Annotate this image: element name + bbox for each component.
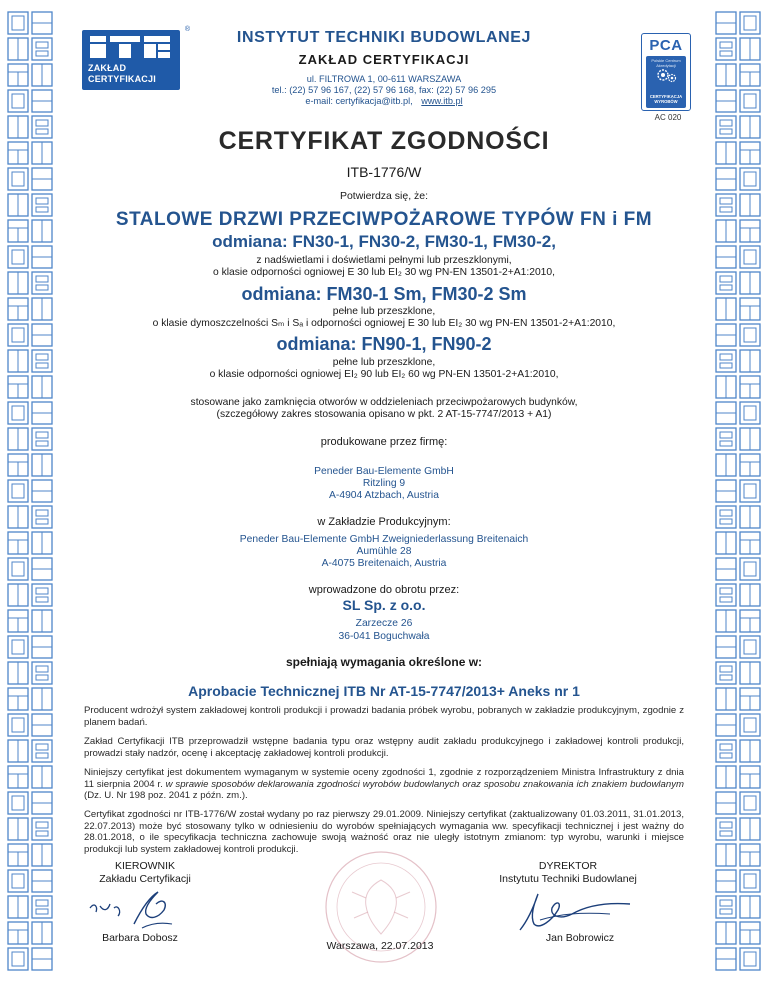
variant-3-desc-1: pełne lub przeszklone,: [332, 357, 436, 368]
border-tile: [8, 584, 52, 606]
border-tile: [716, 896, 760, 918]
decorative-border-right: [714, 10, 762, 986]
paragraph-certification-body: Zakład Certyfikacji ITB przeprowadził wstępne badania typu oraz wstępny audit zakładu produkcyjnego i zakładowej kontroli produkcji, prowadzi stały nadzór, ocenę i akceptację zakładowej kontroli produkcji.: [84, 736, 684, 759]
paragraph-regulation: [84, 767, 684, 802]
email[interactable]: e-mail: certyfikacja@itb.pl,: [305, 96, 413, 106]
border-tile: [8, 740, 52, 762]
paragraph-regulation-b: w sprawie sposobów deklarowania zgodności wyrobów budowlanych oraz sposobu znakowania ich znakiem budowlanym: [165, 778, 684, 790]
border-tile: [8, 870, 52, 892]
border-tile: [716, 844, 760, 866]
pca-subtitle: Polskie Centrum Akredytacji: [651, 58, 681, 68]
border-tile: [8, 168, 52, 190]
border-tile: [716, 246, 760, 268]
border-tile: [8, 558, 52, 580]
border-tile: [8, 194, 52, 216]
phone-fax: tel.: (22) 57 96 167, (22) 57 96 168, fax: (22) 57 96 295: [271, 85, 497, 95]
border-tile: [8, 428, 52, 450]
distributor-street: Zarzecze 26: [355, 618, 413, 629]
confirms-text: Potwierdza się, że:: [339, 190, 429, 202]
border-tile: [716, 714, 760, 736]
border-tile: [716, 272, 760, 294]
address: ul. FILTROWA 1, 00-611 WARSZAWA: [306, 74, 462, 84]
plant-name: Peneder Bau-Elemente GmbH Zweigniederlassung Breitenaich: [239, 534, 529, 545]
certificate-title: CERTYFIKAT ZGODNOŚCI: [218, 127, 550, 155]
pca-cert-label: CERTYFIKACJA WYROBÓW: [649, 94, 683, 104]
border-tile: [8, 402, 52, 424]
border-tile: [716, 220, 760, 242]
distributor-city: 36-041 Boguchwała: [338, 631, 430, 642]
border-tile: [716, 194, 760, 216]
border-tile: [8, 714, 52, 736]
variant-3-desc-2: o klasie odporności ogniowej EI₂ 90 lub EI₂ 60 wg PN-EN 13501-2+A1:2010,: [209, 369, 559, 380]
institute-name: INSTYTUT TECHNIKI BUDOWLANEJ: [236, 29, 532, 46]
border-tile: [716, 350, 760, 372]
distributor-heading: wprowadzone do obrotu przez:: [308, 584, 460, 596]
border-tile: [8, 844, 52, 866]
border-tile: [716, 662, 760, 684]
border-tile: [8, 766, 52, 788]
border-tile: [8, 90, 52, 112]
border-tile: [716, 792, 760, 814]
variant-2-desc-2: o klasie dymoszczelności Sₘ i Sₐ i odporności ogniowej E 30 lub EI₂ 30 wg PN-EN 13501-2+A1:2010,: [152, 318, 616, 329]
right-role-unit: Instytutu Techniki Budowlanej: [499, 873, 637, 885]
border-tile: [716, 38, 760, 60]
paragraph-validity: Certyfikat zgodności nr ITB-1776/W został wydany po raz pierwszy 29.01.2009. Niniejszy certyfikat (zaktualizowany 01.03.2011, 31.01.2013, 22.07.2013) może być stosowany tylko w odniesieniu do wyrobów spełniających wymagania ww. specyfikacji technicznej i jest ważny do 28.01.2018, o ile specyfikacja techniczna zachowuje swoją ważność oraz nie uległy istotnym zmianom: typ wyrobu, warunki i miejsce produkcji lub system zakładowej kontroli produkcji.: [84, 809, 684, 855]
plant-street: Aumühle 28: [356, 546, 412, 557]
certificate-number: ITB-1776/W: [346, 164, 422, 180]
border-tile: [8, 480, 52, 502]
left-role-title: KIEROWNIK: [114, 860, 176, 872]
border-tile: [716, 298, 760, 320]
border-tile: [8, 116, 52, 138]
border-tile: [716, 12, 760, 34]
logo-text-line2: CERTYFIKACJI: [88, 74, 156, 84]
plant-heading: w Zakładzie Produkcyjnym:: [317, 516, 451, 528]
border-tile: [8, 142, 52, 164]
pca-title: PCA: [649, 37, 683, 54]
border-tile: [716, 142, 760, 164]
right-signature-icon: [500, 880, 660, 940]
border-tile: [716, 922, 760, 944]
border-tile: [716, 584, 760, 606]
border-tile: [716, 688, 760, 710]
border-tile: [8, 506, 52, 528]
border-tile: [716, 610, 760, 632]
left-signature-icon: [84, 884, 194, 934]
plant-city: A-4075 Breitenaich, Austria: [321, 558, 447, 569]
border-tile: [716, 948, 760, 970]
border-tile: [8, 636, 52, 658]
variant-3-title: odmiana: FN90-1, FN90-2: [276, 334, 492, 354]
accreditation-code: AC 020: [654, 113, 682, 122]
border-tile: [716, 90, 760, 112]
border-tile: [716, 740, 760, 762]
left-role-unit: Zakładu Certyfikacji: [99, 873, 191, 885]
border-tile: [716, 168, 760, 190]
variant-1-desc-1: z nadświetlami i doświetlami pełnymi lub przeszklonymi,: [256, 255, 512, 266]
paragraph-regulation-a: Niniejszy certyfikat jest dokumentem wymaganym w systemie oceny zgodności 1, zgodnie z rozporządzeniem Ministra Infrastruktury z dnia 11 sierpnia 2004 r.: [84, 767, 684, 790]
border-tile: [716, 506, 760, 528]
distributor-name: SL Sp. z o.o.: [342, 597, 426, 613]
website-link[interactable]: www.itb.pl: [421, 96, 463, 106]
border-tile: [8, 454, 52, 476]
right-role-title: DYREKTOR: [538, 860, 598, 872]
border-tile: [716, 428, 760, 450]
border-tile: [716, 532, 760, 554]
logo-text-line1: ZAKŁAD: [88, 63, 127, 73]
technical-approval: Aprobacie Technicznej ITB Nr AT-15-7747/2013+ Aneks nr 1: [188, 683, 580, 699]
border-tile: [8, 298, 52, 320]
manufacturer-name: Peneder Bau-Elemente GmbH: [314, 466, 454, 477]
usage-line-2: (szczegółowy zakres stosowania opisano w pkt. 2 AT-15-7747/2013 + A1): [216, 409, 552, 420]
right-signatory-name: Jan Bobrowicz: [545, 932, 615, 944]
border-tile: [8, 818, 52, 840]
border-tile: [716, 64, 760, 86]
usage-line-1: stosowane jako zamknięcia otworów w oddzieleniach przeciwpożarowych budynków,: [190, 397, 578, 408]
border-tile: [716, 324, 760, 346]
border-tile: [8, 220, 52, 242]
border-tile: [716, 766, 760, 788]
product-title: STALOWE DRZWI PRZECIWPOŻAROWE TYPÓW FN i FM: [115, 209, 653, 230]
border-tile: [716, 402, 760, 424]
border-tile: [8, 532, 52, 554]
border-tile: [8, 38, 52, 60]
border-tile: [8, 272, 52, 294]
manufacturer-street: Ritzling 9: [362, 478, 406, 489]
border-tile: [8, 922, 52, 944]
border-tile: [8, 792, 52, 814]
border-tile: [716, 454, 760, 476]
border-tile: [8, 64, 52, 86]
border-tile: [8, 662, 52, 684]
left-signatory-role: [70, 860, 220, 886]
border-tile: [8, 12, 52, 34]
border-tile: [8, 688, 52, 710]
border-tile: [8, 896, 52, 918]
registered-icon: ®: [184, 26, 190, 33]
variant-2-desc-1: pełne lub przeszklone,: [332, 306, 436, 317]
border-tile: [8, 948, 52, 970]
border-tile: [8, 610, 52, 632]
border-tile: [716, 558, 760, 580]
left-signatory-name: Barbara Dobosz: [102, 932, 178, 944]
manufacturer-city: A-4904 Atzbach, Austria: [329, 490, 439, 501]
border-tile: [716, 870, 760, 892]
decorative-border-left: [6, 10, 54, 986]
border-tile: [716, 480, 760, 502]
border-tile: [716, 636, 760, 658]
paragraph-regulation-c: (Dz. U. Nr 198 poz. 2041 z późn. zm.).: [84, 790, 248, 801]
manufacturer-heading: produkowane przez firmę:: [320, 436, 448, 448]
contact-line: [60, 96, 708, 107]
variant-2-title: odmiana: FM30-1 Sm, FM30-2 Sm: [241, 284, 527, 304]
border-tile: [716, 376, 760, 398]
border-tile: [8, 246, 52, 268]
border-tile: [8, 324, 52, 346]
requirements-heading: spełniają wymagania określone w:: [285, 655, 483, 669]
border-tile: [716, 116, 760, 138]
border-tile: [8, 350, 52, 372]
variant-1-desc-2: o klasie odporności ogniowej E 30 lub EI₂ 30 wg PN-EN 13501-2+A1:2010,: [212, 267, 555, 278]
place-and-date: Warszawa, 22.07.2013: [326, 940, 434, 952]
border-tile: [8, 376, 52, 398]
paragraph-production-control: Producent wdrożył system zakładowej kontroli produkcji i prowadzi badania próbek wyrobu, pobranych w zakładzie produkcyjnym, zgodnie z planem badań.: [84, 705, 684, 728]
department-name: ZAKŁAD CERTYFIKACJI: [298, 52, 470, 67]
border-tile: [716, 818, 760, 840]
variant-1-title: odmiana: FN30-1, FN30-2, FM30-1, FM30-2,: [212, 232, 556, 251]
